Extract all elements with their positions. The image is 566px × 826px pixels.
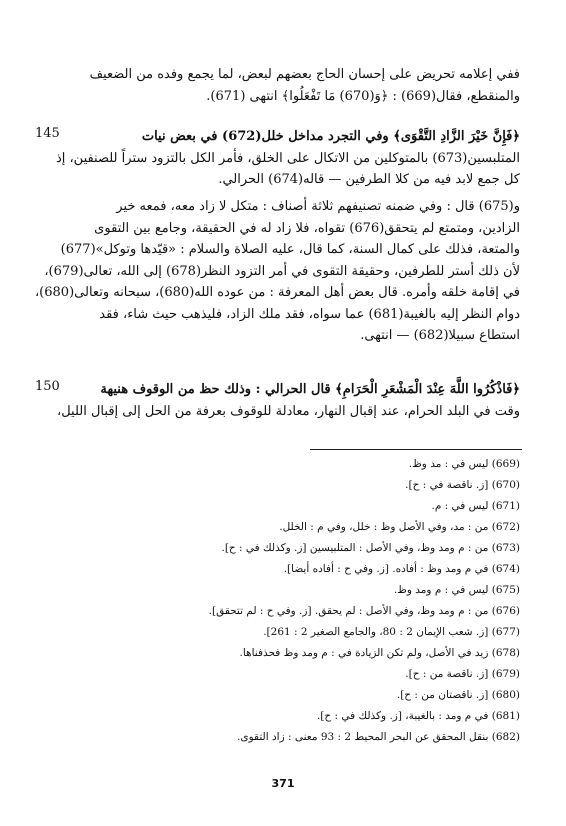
footnote: (681) في م ومد : بالغيبة، [ز. وكذلك في : ح].	[316, 710, 520, 722]
paragraph-verse-145	[55, 126, 520, 191]
footnote: (676) من : م ومد وظ، وفي الأصل : لم يحقق. [ز. وفي ح : لم تتحقق].	[208, 605, 520, 617]
footnote: (670) [ز. ناقصة في : ح].	[405, 479, 520, 491]
text-line: ففي إعلامه تحريض على إحسان الحاج بعضهم لبعض، لما يجمع وفده من الضعيف	[89, 67, 520, 82]
paragraph-verse-150	[57, 379, 520, 422]
footnote: (671) ليس في : م.	[431, 500, 520, 512]
text-line: كل جمع لابد فيه من كلا الطرفين — قاله(674) الحرالي.	[218, 172, 520, 187]
footnote: (682) بنقل المحقق عن البحر المحيط 2 : 93 معنى : زاد التقوى.	[237, 731, 520, 743]
text-line: دوام النظر إليه بالغيبة(681) عما سواه، فقد ملك الزاد، فليذهب حيث شاء، فقد	[99, 306, 520, 322]
text-line: في إقامة خلقه وأمره. قال بعض أهل المعرفة : من عوده الله(680)، سبحانه وتعالى(680)،	[34, 285, 520, 300]
text-line: و(675) قال : وفي ضمنه تصنيفهم ثلاثة أصناف : متكل لا زاد معه، فمعه خير	[116, 199, 520, 214]
text-line: الزادين، ومتمتع لم يتحقق(676) تقواه، فلا زاد له في الحقيقة، وجامع بين التقوى	[94, 220, 520, 236]
footnote-divider	[310, 449, 522, 450]
footnote: (672) من : مد، وفي الأصل وظ : خلل، وفي م : الخلل.	[279, 521, 520, 533]
text-line: ﴿فَاذْكُرُوا اللَّهَ عِنْدَ الْمَشْعَرِ الْحَرَامِ﴾ قال الحرالي : وذلك حظ من الوقوف هنيهة	[100, 382, 520, 397]
text-line: والمتعة، فذلك على كمال السنة، كما قال، عليه الصلاة والسلام : «قيّدها وتوكل»(677)	[60, 242, 520, 257]
text-line: ﴿فَإِنَّ خَيْرَ الزَّادِ التَّقْوَى﴾ وفي التجرد مداخل خلل(672) في بعض نيات	[141, 129, 520, 144]
footnote: (669) ليس في : مد وظ.	[408, 458, 520, 470]
footnote: (679) [ز. ناقصة من : ح].	[405, 668, 520, 680]
footnote: (677) [ز. شعب الإيمان 2 : 80، والجامع الصغير 2 : 261].	[263, 626, 520, 638]
text-line: المتلبسين(673) بالمتوكلين من الاتكال على الخلق، فأمر الكل بالتزود ستراً للصنفين، إذ	[55, 150, 520, 166]
footnote: (678) زيد في الأصل، ولم تكن الزيادة في : م ومد وظ فحذفناها.	[239, 647, 520, 659]
text-line: لأن ذلك أستر للطرفين، وحقيقة التقوى في أمر التزود النظر(678) إلى الله، تعالى(679)،	[44, 263, 520, 279]
footnote: (675) ليس في : م ومد وظ.	[393, 584, 520, 596]
verse-number: 145	[35, 126, 60, 141]
paragraph-1	[76, 64, 520, 107]
page-number: 371	[271, 777, 295, 790]
paragraph-3	[34, 196, 520, 347]
footnote: (674) في م ومد وظ : أفاده. [ز. وفي ح : أفاده أيضا].	[283, 563, 520, 575]
text-line: وقت في البلد الحرام، عند إقبال النهار، معادلة للوقوف بعرفة من الحل إلى إقبال الليل،	[57, 403, 520, 419]
footnote: (673) من : م ومد وظ، وفي الأصل : المتلبيسين [ز. وكذلك في : ح].	[221, 542, 520, 554]
text-line: والمنقطع، فقال(669) : ﴿وَ(670) مَا تَفْعَلُوا﴾ انتهى (671).	[206, 88, 520, 104]
verse-number: 150	[35, 379, 60, 394]
text-line: استطاع سبيلا(682) — انتهى.	[360, 328, 520, 343]
footnote: (680) [ز. ناقصتان من : ح].	[396, 689, 520, 701]
